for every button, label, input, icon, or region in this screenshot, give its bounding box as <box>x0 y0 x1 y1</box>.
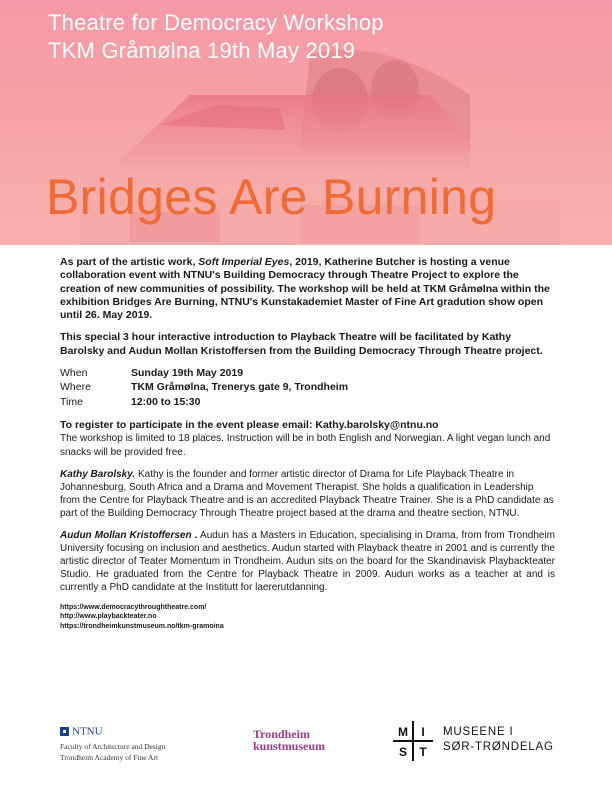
description-paragraph: This special 3 hour interactive introduction to Playback Theatre will be facilitated by Kathy Barolsky and Audun Mollan Kristoffersen from the Building Democracy Through Theatre project. <box>60 331 543 357</box>
header-banner <box>0 0 612 245</box>
event-details <box>60 367 555 409</box>
tkm-logo-line2: kunstmuseum <box>253 739 326 753</box>
banner-subtitle: TKM Gråmølna 19th May 2019 <box>48 38 356 63</box>
ntnu-mark-icon <box>60 727 69 736</box>
detail-label: Time <box>60 395 83 408</box>
ntnu-logo <box>60 722 165 762</box>
register-text: The workshop is limited to 18 places. Instruction will be in both English and Norwegian. A light vegan lunch and snacks will be provided free. <box>60 433 551 458</box>
bio-kathy <box>60 468 555 520</box>
ntnu-faculty: Faculty of Architecture and Design <box>60 742 166 751</box>
link-tkm[interactable]: https://trondheimkunstmuseum.no/tkm-gramoina <box>60 622 224 630</box>
ntnu-name: NTNU <box>72 725 103 738</box>
tkm-logo <box>253 728 325 752</box>
bio-name: Audun Mollan Kristoffersen . <box>60 529 198 541</box>
mist-logo-text <box>443 725 554 755</box>
mist-letter: T <box>419 745 427 759</box>
link-list <box>60 603 555 632</box>
intro-text-1: As part of the artistic work, <box>60 256 199 268</box>
detail-label: Where <box>60 381 91 394</box>
intro-text-2: , 2019, Katherine Butcher is hosting a venue collaboration event with NTNU's Building Democracy through Theatre Project to explore the creation of new communities of possibility. The workshop will be held at TKM Gråmølna within the exhibition Bridges Are Burning, NTNU's Kunstakademiet Master of Fine Art gradution show open until 26. May 2019. <box>60 256 550 322</box>
main-content <box>60 256 555 631</box>
mist-line1: MUSEENE I <box>443 726 514 738</box>
ntnu-academy: Trondheim Academy of Fine Art <box>60 753 159 762</box>
register-section <box>60 419 555 459</box>
bio-text: Audun has a Masters in Education, specialising in Drama, from from Trondheim University focusing on inclusion and aesthetics. Audun started with Playback theatre in 2001 and is currently the artistic director of Teater Momentum in Trondheim. Audun sits on the board for the Skandinavisk Playbackteater Studio. He graduated from the Centre for Playback Theatre in 2009. Audun works as a teacher at and is currently a PhD candidate at the Institutt for laererutdanning. <box>60 529 555 593</box>
mist-line2: SØR-TRØNDELAG <box>443 741 554 753</box>
mist-letter: I <box>421 725 425 739</box>
detail-value: 12:00 to 15:30 <box>131 395 201 408</box>
detail-value: TKM Gråmølna, Trenerys gate 9, Trondheim <box>131 381 349 394</box>
link-democracy[interactable]: https://www.democracythroughtheatre.com/ <box>60 603 207 611</box>
intro-paragraph <box>60 256 555 322</box>
mist-letter: S <box>398 745 408 759</box>
bio-name: Kathy Barolsky. <box>60 468 136 480</box>
footer-logos <box>0 716 612 786</box>
mist-letter: M <box>398 725 408 739</box>
mist-logo-mark <box>393 721 433 761</box>
link-playback[interactable]: http://www.playbackteater.no <box>60 613 157 621</box>
bio-audun <box>60 529 555 594</box>
bio-text: Kathy is the founder and former artistic director of Drama for Life Playback Theatre in Johannesburg, South Africa and a Drama and Movement Therapist. She holds a qualification in Leadership from the Centre for Playback Theatre and is an accredited Playback Theatre Trainer. She is a PhD candidate as part of the Building Democracy Through Theatre project based at the drama and theatre section, NTNU. <box>60 468 554 519</box>
detail-value: Sunday 19th May 2019 <box>131 367 244 380</box>
tkm-logo-line1: Trondheim <box>253 727 310 741</box>
hero-title: Bridges Are Burning <box>46 169 497 225</box>
register-heading: To register to participate in the event please email: Kathy.barolsky@ntnu.no <box>60 418 439 431</box>
detail-label: When <box>60 367 88 380</box>
banner-title: Theatre for Democracy Workshop <box>48 10 384 35</box>
work-title: Soft Imperial Eyes <box>198 256 290 268</box>
